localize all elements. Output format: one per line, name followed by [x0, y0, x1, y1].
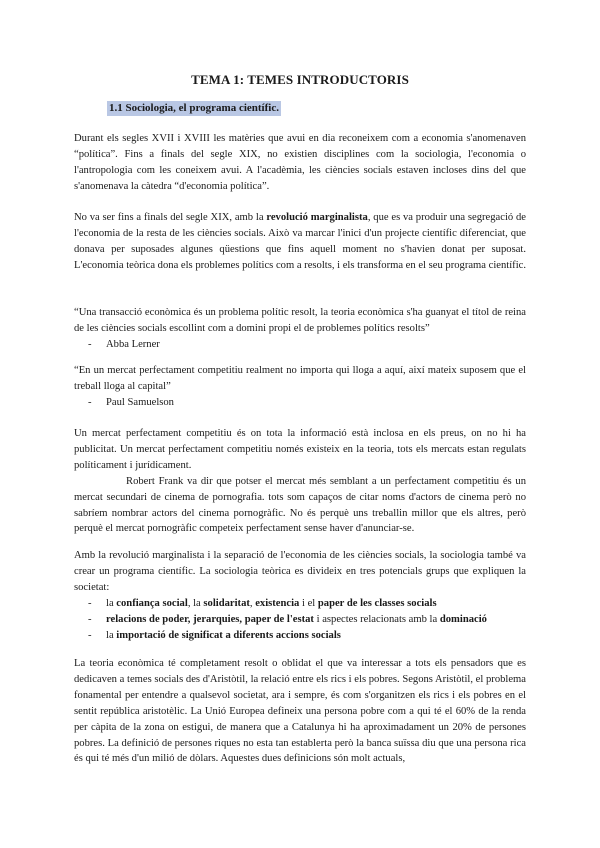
paragraph-text: Amb la revolució marginalista i la separació de l'economia de les ciències socials, la sociologia també va crear un programa científic. La sociologia teòrica es divideix en tres potencials grups que expliquen la societat:	[74, 550, 526, 593]
quote-lerner	[74, 305, 526, 353]
bold-term: revolució marginalista	[266, 212, 368, 223]
quote-attribution	[74, 395, 526, 411]
quote-text: “Una transacció econòmica és un problema polític resolt, la teoria econòmica s'ha guanyat el títol de reina de les ciències socials escollint com a domini propi el de problemes polítics resolts”	[74, 307, 526, 334]
quote-author: - Abba Lerner	[88, 337, 526, 353]
quote-samuelson	[74, 363, 526, 411]
paragraph-rich-poor	[74, 656, 526, 767]
list-item: - relacions de poder, jerarquies, paper de l'estat i aspectes relacionats amb la dominació	[88, 612, 526, 628]
paragraph-text: La teoria econòmica té completament resolt o oblidat el que va interessar a tots els pensadors que es dedicaven a temes socials des d'Aristòtil, la relació entre els rics i els pobres. Segons Aristòtil, el problema fonamental per entendre a qualsevol societat, ara i sempre, és com s'organitzen els rics i els pobres en el sentit república aristotèlic. La Unió Europea defineix una persona pobre com a qui té el 60% de la renda per càpita de la zona on estigui, de manera que a Catalunya hi ha aproximadament un 20% de persones pobres. La definició de persones riques no esta tan establerta però la banca suïssa diu que una persona rica és qui té més d'un milió de dòlars. Aquestes dues definicions són molt actuals,	[74, 658, 526, 765]
sociology-groups-list	[74, 596, 526, 644]
section-heading: 1.1 Sociologia, el programa científic.	[109, 102, 279, 114]
paragraph-text: Un mercat perfectament competitiu és on tota la informació està inclosa en els preus, on no hi ha publicitat. Un mercat perfectament competitiu només existeix en la teoria, tots els mercats estan regulats políticament i jurídicament.	[74, 428, 526, 471]
quote-attribution	[74, 337, 526, 353]
text-span: , que es va produir una segregació de l'economia de la resta de les ciències socials. Això va marcar l'inici d'un projecte científic diferenciat, que donava per suposades algunes qüestions que fins aquell moment no s'havien donat per suposat. L'economia teòrica dona els problemes polítics com a resolts, i els transforma en el seu programa científic.	[74, 212, 526, 271]
list-item: - la importació de significat a diferents accions socials	[88, 628, 526, 644]
list-item: - la confiança social, la solidaritat, existencia i el paper de les classes socials	[88, 596, 526, 612]
paragraph-sociology	[74, 548, 526, 643]
paragraph-text: Robert Frank va dir que potser el mercat més semblant a un perfectament competitiu és un mercat secundari de cinema de pornografia. tots som capaços de citar noms d'actors de cinema però no sabríem nombrar actors del cinema pornogràfic. No és perquè uns treballin millor que els altres, però perquè el mercat pornogràfic competeix perfectament sense haver d'anunciar-se.	[74, 475, 526, 535]
quote-author: - Paul Samuelson	[88, 395, 526, 411]
paragraph-marginalist	[74, 210, 526, 274]
page-title: TEMA 1: TEMES INTRODUCTORIS	[191, 72, 409, 87]
quote-text: “En un mercat perfectament competitiu realment no importa qui lloga a aquí, així mateix suposem que el treball lloga al capital”	[74, 365, 526, 392]
paragraph-intro	[74, 131, 526, 195]
text-span: No va ser fins a finals del segle XIX, amb la	[74, 212, 267, 223]
paragraph-text: Durant els segles XVII i XVIII les matèries que avui en dia reconeixem com a economia s'anomenaven “política”. Fins a finals del segle XIX, no existien disciplines com la sociologia, l'economia o l'antropologia com les coneixem avui. A l'acadèmia, les ciències socials estaven incloses dins del que s'anomenava la càtedra “d'economia política”.	[74, 133, 526, 192]
paragraph-market	[74, 426, 526, 537]
